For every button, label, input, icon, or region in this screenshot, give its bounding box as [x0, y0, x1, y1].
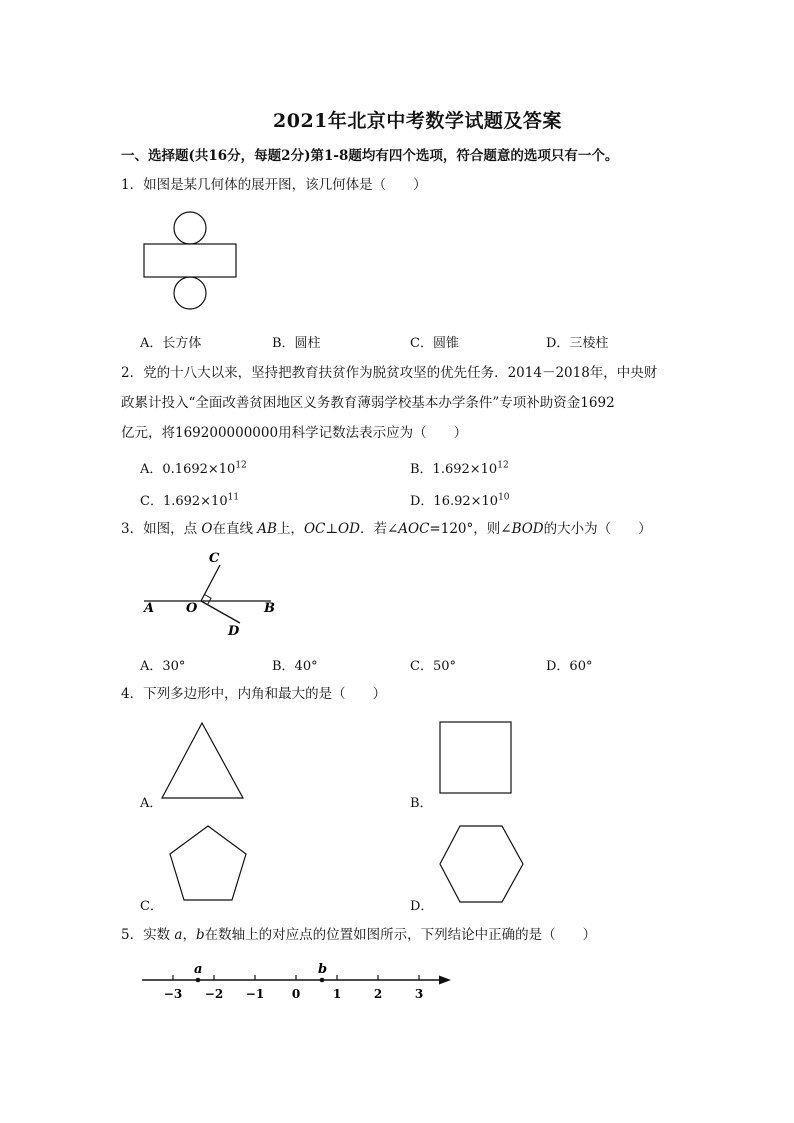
q5-point-a: [196, 978, 201, 983]
q5-stem-p4: 在数轴上的对应点的位置如图所示，下列结论中正确的是（ ）: [204, 927, 597, 943]
q3-option-b[interactable]: B．40°: [272, 659, 318, 674]
q3-label-a: A: [144, 601, 155, 616]
q5-axis-arrow: [439, 976, 451, 985]
q2-option-a[interactable]: [140, 458, 247, 477]
q3-stem-p1: O: [201, 521, 213, 537]
q4-option-c-label[interactable]: C．: [140, 899, 163, 914]
q5-tick-label-2: 2: [373, 987, 383, 1001]
q5-stem-p1: a: [174, 927, 183, 943]
q4-stem: 4．下列多边形中，内角和最大的是（ ）: [121, 686, 387, 702]
q3-angle-figure: [140, 545, 290, 645]
q3-stem-p8: ．若∠: [359, 521, 399, 537]
q3-stem: [121, 515, 652, 543]
q3-stem-p3: AB: [257, 521, 277, 537]
q5-stem-p3: b: [195, 927, 205, 943]
q1-net-top-circle: [174, 212, 206, 244]
q4-option-b-label[interactable]: B．: [410, 796, 433, 811]
q5-label-a: a: [194, 962, 203, 977]
q1-option-a[interactable]: A．长方体: [140, 336, 202, 351]
q3-ray-od: [201, 601, 240, 623]
q5-ticks: [173, 975, 419, 980]
q3-label-b: B: [264, 601, 275, 616]
q3-stem-p9: AOC: [398, 521, 430, 537]
q2-option-a-exp: 12: [235, 460, 247, 471]
q4-triangle: [158, 718, 248, 802]
q3-stem-p2: 在直线: [212, 521, 258, 537]
q1-net-rectangle: [144, 244, 236, 277]
q2-option-c[interactable]: [140, 490, 239, 509]
q4-option-a-label[interactable]: A．: [140, 796, 163, 811]
q3-option-c[interactable]: C．50°: [410, 659, 456, 674]
q3-option-d[interactable]: D．60°: [546, 659, 593, 674]
q2-option-a-label: A．0.1692×10: [140, 462, 236, 477]
q5-stem-p2: ，: [182, 927, 196, 943]
q1-option-c[interactable]: C．圆锥: [410, 336, 459, 351]
q5-tick-label--1: −1: [245, 987, 265, 1001]
q5-stem-p0: 5．实数: [121, 927, 175, 943]
q5-tick-label-3: 3: [414, 987, 424, 1001]
q2-option-c-label: C．1.692×10: [140, 494, 228, 509]
q3-label-o: O: [186, 601, 198, 616]
q5-number-line: [140, 958, 460, 1004]
q4-pentagon: [166, 822, 250, 906]
q1-net-bottom-circle: [174, 277, 206, 309]
q3-stem-p5: OC: [303, 521, 326, 537]
q2-stem-line3: 亿元，将169200000000用科学记数法表示应为（ ）: [121, 425, 468, 441]
q3-stem-p7: OD: [338, 521, 360, 537]
q2-option-b[interactable]: [410, 458, 509, 477]
q1-stem: 1．如图是某几何体的展开图，该几何体是（ ）: [121, 177, 427, 193]
q2-option-d-label: D．16.92×10: [410, 494, 499, 509]
q3-ray-oc: [201, 565, 220, 601]
q3-stem-p11: BOD: [511, 521, 544, 537]
q4-square: [436, 718, 516, 798]
page-title: 2021年北京中考数学试题及答案: [273, 110, 562, 132]
q1-option-b[interactable]: B．圆柱: [272, 336, 321, 351]
q2-option-b-exp: 12: [497, 460, 509, 471]
q2-stem-line1: 2．党的十八大以来，坚持把教育扶贫作为脱贫攻坚的优先任务．2014－2018年，中央财: [121, 365, 658, 381]
q3-stem-p6: ⊥: [325, 521, 339, 537]
q4-hexagon: [436, 822, 528, 906]
q3-option-a[interactable]: A．30°: [140, 659, 186, 674]
q5-tick-label-1: 1: [332, 987, 342, 1001]
q1-option-d[interactable]: D．三棱柱: [546, 336, 609, 351]
q2-option-d-exp: 10: [498, 492, 510, 503]
q4-option-d-label[interactable]: D．: [410, 899, 434, 914]
q2-stem-line2: 政累计投入“全面改善贫困地区义务教育薄弱学校基本办学条件”专项补助资金1692: [121, 395, 615, 411]
q3-stem-p10: =120°，则∠: [429, 521, 512, 537]
section-header: 一、选择题(共16分，每题2分)第1-8题均有四个选项，符合题意的选项只有一个。: [121, 148, 619, 164]
q2-option-b-label: B．1.692×10: [410, 462, 498, 477]
q3-stem-p4: 上，: [276, 521, 304, 537]
q1-net-figure: [140, 208, 240, 312]
q5-label-b: b: [318, 962, 328, 977]
q5-tick-label--3: −3: [163, 987, 183, 1001]
q3-stem-p0: 3．如图，点: [121, 521, 202, 537]
q3-label-c: C: [209, 551, 220, 566]
q5-tick-label--2: −2: [204, 987, 224, 1001]
q2-option-c-exp: 11: [227, 492, 240, 503]
q2-option-d[interactable]: [410, 490, 510, 509]
q5-point-b: [320, 978, 325, 983]
q3-stem-p12: 的大小为（ ）: [543, 521, 652, 537]
q5-stem: [121, 921, 596, 949]
q3-label-d: D: [228, 624, 240, 639]
q5-tick-label-0: 0: [291, 987, 301, 1001]
